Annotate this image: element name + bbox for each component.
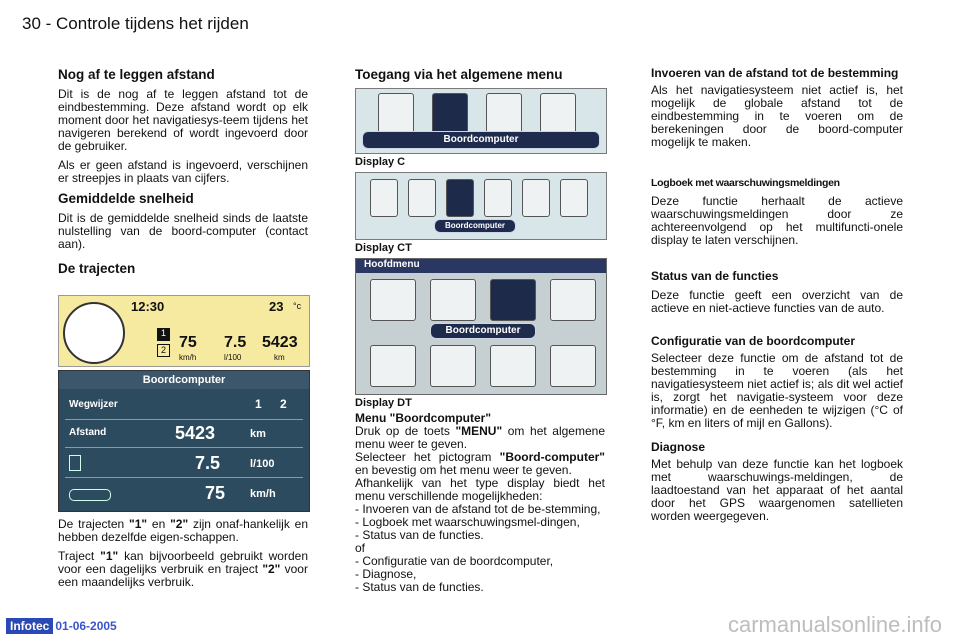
heading-remaining-distance: Nog af te leggen afstand [58,67,215,82]
heading-status: Status van de functies [651,269,779,283]
heading-logbook: Logboek met waarschuwingsmeldingen [651,177,840,189]
trip-1-indicator: 1 [157,328,170,341]
text-span: om het algemene menu weer te geven. [355,424,605,451]
text-or: of [355,541,366,555]
boordcomputer-label: Boordcomputer [430,323,536,339]
text-config: Selecteer deze functie om de afstand tot de bestemming in te voeren (als het navigatiesysteem niet actief is; als dit wel actief is, zorgt het navigatie-systeem voor deze informatie) en de eenheden te wijzigen (°C of °F, km en liters of mijl en Gallons). [651,351,903,430]
monitor-icon [490,279,536,321]
settings-icon [484,179,512,217]
settings-icon [430,345,476,387]
text-enter-distance: Als het navigatiesysteem niet actief is, het mogelijk de globale afstand tot de eindbestemming in te voeren om de berekeningen door de boord-computer mogelijk te maken. [651,83,903,149]
text-press-menu [355,425,605,451]
text-diagnose: Met behulp van deze functie kan het logboek met waarschuwings-meldingen, de laadtoestand van het apparaat of het aantal door het GPS waargenomen satellieten worden weergegeven. [651,457,903,523]
boordcomputer-label: Boordcomputer [434,219,516,233]
trip-time: 12:30 [131,299,165,314]
text-no-distance: Als er geen afstand is ingevoerd, verschijnen er streepjes in plaats van cijfers. [58,158,308,185]
bc-row-unit: l/100 [250,458,275,470]
display-ct-caption: Display CT [355,242,412,254]
options-list [355,503,605,542]
trip-distance-unit: km [274,353,285,362]
text-options-intro: Afhankelijk van het type display biedt het menu verschillende mogelijkheden: [355,476,605,503]
list-item: - Status van de functies. [355,580,484,594]
text-span: "1" [129,517,148,531]
hoofdmenu-title: Hoofdmenu [356,259,606,273]
trip-temp: 23 [269,299,284,314]
text-span: voor een maandelijks verbruik. [58,562,308,589]
menu-title: Menu "Boordcomputer" [355,411,492,425]
bc-row-label: Wegwijzer [69,399,118,410]
text-remaining-distance: Dit is de nog af te leggen afstand tot de eindbestemming. Deze afstand wordt op elk moment door het navigatiesys-teem tijdens het navigeren berekend of wordt ingevoerd door de gebruiker. [58,87,308,153]
list-item: - Diagnose, [355,567,417,581]
page-header: 30 - Controle tijdens het rijden [22,14,249,33]
text-span: "2" [170,517,189,531]
bc-row-consumption [65,451,303,478]
watermark: carmanualsonline.info [727,612,942,637]
boordcomputer-display [58,370,310,512]
bc-row-afstand [65,421,303,448]
boordcomputer-label: Boordcomputer [362,131,600,149]
column-1 [58,67,308,276]
video-icon [550,345,596,387]
text-span: Selecteer het pictogram [355,450,500,464]
phone-icon [522,179,550,217]
cd-icon [408,179,436,217]
text-span: "MENU" [455,424,503,438]
trip-consumption-value: 7.5 [224,334,247,351]
trip-display [58,295,310,367]
menu-instructions [355,412,605,594]
bc-row-value: 2 [280,397,287,411]
text-span: en [147,517,171,531]
list-item: - Configuratie van de boordcomputer, [355,554,554,568]
column-3 [651,67,903,529]
trip-speed-unit: km/h [179,353,197,362]
options-list-alt [355,555,605,594]
trip-2-indicator: 2 [157,344,170,357]
text-average-speed: Dit is de gemiddelde snelheid sinds de laatste nulstelling van de boord-computer (contact aan). [58,211,308,251]
text-logbook: Deze functie herhaalt de actieve waarschuwingsmeldingen door ze achtereenvolgend op het multifuncti-onele display te laten verschijnen. [651,194,903,247]
heading-config: Configuratie van de boordcomputer [651,334,856,348]
nav-icon [370,179,398,217]
bc-row-value: 5423 [175,423,216,443]
trip-temp-unit: °c [293,301,302,311]
fuel-pump-icon [69,455,81,471]
heading-diagnose: Diagnose [651,440,706,454]
status-icon [560,179,588,217]
bc-row-value: 1 [255,397,262,411]
bc-row-speed [65,481,303,507]
heading-enter-distance: Invoeren van de afstand tot de bestemming [651,66,899,80]
list-item: - Invoeren van de afstand tot de be-stemming, [355,502,601,516]
car-icon [69,489,111,501]
bc-row-label: Afstand [69,427,107,438]
map-icon [490,345,536,387]
infotec-logo: Infotec [6,618,53,634]
list-item: - Status van de functies. [355,528,484,542]
bc-title: Boordcomputer [59,371,309,389]
footer-date: 01-06-2005 [55,619,117,633]
display-c-image [355,88,607,154]
text-status: Deze functie geeft een overzicht van de actieve en niet-actieve functies van de auto. [651,288,903,315]
trip-consumption-unit: l/100 [224,353,242,362]
list-item: - Logboek met waarschuwingsmel-dingen, [355,515,580,529]
display-ct-image [355,172,607,240]
cd-icon [430,279,476,321]
trip-distance-value: 5423 [262,334,298,351]
text-span: "Boord-computer" [499,450,605,464]
heading-main-menu: Toegang via het algemene menu [355,67,563,82]
bc-row-unit: km/h [250,488,276,500]
text-span: Traject [58,549,101,563]
display-c-caption: Display C [355,156,406,168]
text-trips-independent [58,518,308,544]
display-dt-caption: Display DT [355,397,412,409]
text-trips-usage [58,550,308,589]
clock-icon [63,302,125,364]
text-span: Druk op de toets [355,424,456,438]
phone-icon [370,345,416,387]
bc-row-value: 75 [205,483,226,503]
text-span: zijn onaf-hankelijk en hebben dezelfde eigen-schappen. [58,517,309,544]
trips-text [58,518,308,595]
text-span: kan bijvoorbeeld gebruikt worden voor een dagelijks verbruik en traject [58,549,308,576]
heading-trips: De trajecten [58,261,136,276]
footer [6,617,117,635]
display-dt-image [355,258,607,395]
bc-row-value: 7.5 [195,453,221,473]
trip-speed-value: 75 [179,334,197,351]
notebook-icon [550,279,596,321]
text-span: De trajecten [58,517,130,531]
bc-row-unit: km [250,428,266,440]
heading-average-speed: Gemiddelde snelheid [58,191,194,206]
text-span: "1" [100,549,119,563]
text-span: "2" [262,562,281,576]
text-select-icon [355,451,605,477]
bc-row-wegwijzer [65,393,303,420]
fuel-pump-icon [446,179,474,217]
text-span: en bevestig om het menu weer te geven. [355,463,572,477]
nav-icon [370,279,416,321]
